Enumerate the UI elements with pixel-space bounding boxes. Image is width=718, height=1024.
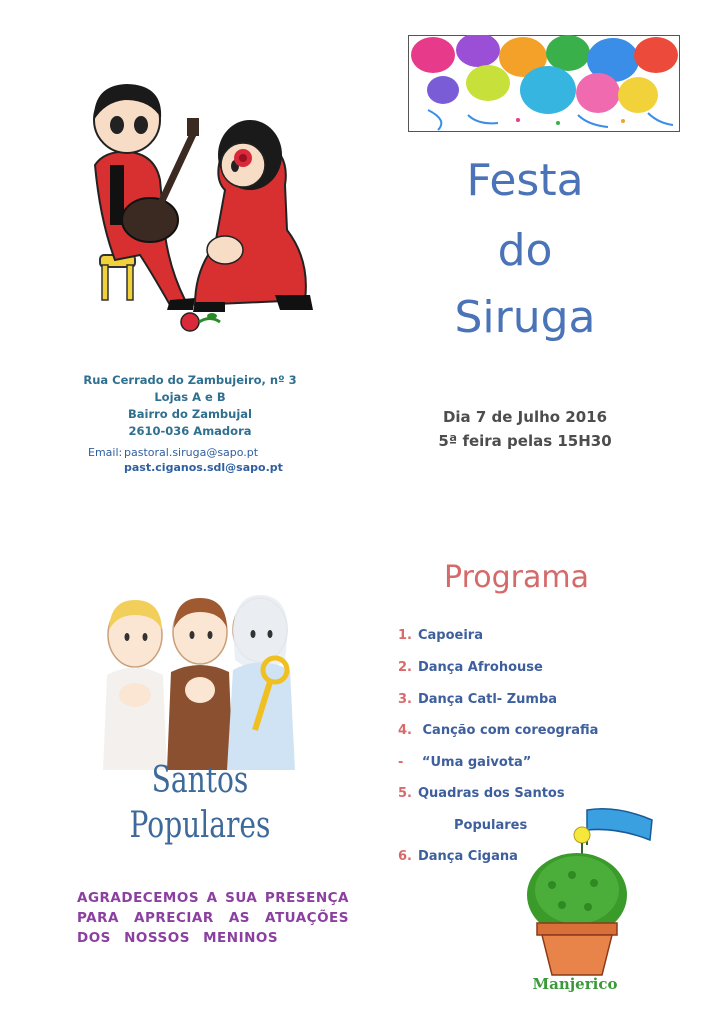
couple-illustration [75, 70, 325, 340]
event-time: 5ª feira pelas 15H30 [438, 432, 612, 450]
programa-item [398, 692, 557, 707]
email-label: Email: [88, 446, 123, 459]
programa-item [398, 849, 518, 864]
programa-item-text: Quadras dos Santos [417, 786, 565, 801]
programa-item [454, 818, 527, 833]
event-title-line-2: do [497, 225, 553, 276]
programa-item-text: Canção com coreografia [417, 723, 599, 738]
programa-item-number: 3. [398, 692, 412, 707]
santos-populares-line-2: Populares [129, 805, 271, 846]
santos-populares-line-1: Santos [151, 760, 249, 801]
thanks-line: DOS NOSSOS MENINOS [77, 930, 279, 946]
event-title-line-1: Festa [466, 155, 584, 206]
programa-item-text: Dança Catl- Zumba [417, 692, 558, 707]
programa-item-number: - [398, 755, 404, 770]
event-title-line-3: Siruga [454, 292, 596, 343]
email-link[interactable]: past.ciganos.sdl@sapo.pt [124, 461, 283, 474]
thanks-line: AGRADECEMOS A SUA PRESENÇA [77, 890, 349, 906]
programa-item-number: 4. [398, 723, 412, 738]
address-line: Bairro do Zambujal [128, 407, 252, 421]
programa-item-number: 2. [398, 660, 412, 675]
programa-item [398, 786, 565, 801]
programa-item [398, 628, 483, 643]
programa-item [398, 755, 531, 770]
programa-item-text: Dança Cigana [417, 849, 518, 864]
address-line: Lojas A e B [154, 390, 226, 404]
saints-illustration [95, 590, 305, 770]
address-line: Rua Cerrado do Zambujeiro, nº 3 [83, 373, 297, 387]
manjerico-illustration [522, 805, 662, 977]
programa-item-text: Capoeira [417, 628, 483, 643]
programa-item-text: Populares [454, 818, 528, 833]
email-link[interactable]: pastoral.siruga@sapo.pt [124, 446, 259, 459]
programa-item [398, 723, 598, 738]
programa-item-number: 6. [398, 849, 412, 864]
thanks-message [77, 888, 349, 948]
programa-item-number: 1. [398, 628, 412, 643]
programa-item-text: “Uma gaivota” [417, 755, 532, 770]
programa-item-number: 5. [398, 786, 412, 801]
balloons-banner [408, 35, 680, 132]
programa-item-text: Dança Afrohouse [417, 660, 543, 675]
programa-item [398, 660, 543, 675]
thanks-line: PARA APRECIAR AS ATUAÇÕES [77, 910, 349, 926]
address-block [80, 372, 300, 440]
manjerico-label: Manjerico [532, 975, 618, 993]
address-line: 2610-036 Amadora [128, 424, 252, 438]
programa-heading: Programa [444, 560, 589, 595]
event-date: Dia 7 de Julho 2016 [442, 408, 608, 426]
